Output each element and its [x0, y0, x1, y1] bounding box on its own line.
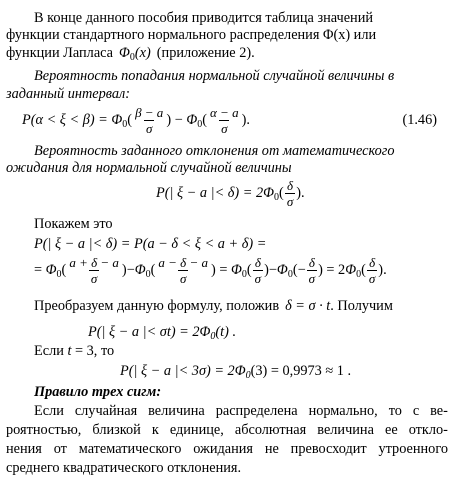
laplace-subscript: 0: [129, 52, 135, 63]
interval-frac-1-num: β − a: [135, 105, 164, 121]
deviation-heading-1: Вероятность заданного отклонения от математического: [34, 143, 395, 159]
derivation-frac-2: [156, 256, 210, 285]
derivation-frac-1: [67, 256, 121, 285]
derivation-phi-5: Φ: [345, 262, 357, 278]
formula-t-phi: Φ: [199, 324, 211, 340]
intro-line-3-tail: (приложение 2).: [156, 45, 255, 61]
rule-title: Правило трех сигм:: [34, 384, 162, 400]
interval-frac-1: [133, 106, 165, 135]
derivation-minus-1: −: [126, 262, 135, 278]
if-t3-rest: = 3, то: [75, 343, 115, 359]
interval-frac-1-den: σ: [145, 121, 153, 137]
rule-word: абсолютная: [234, 422, 307, 438]
derivation-minus-2: −: [268, 262, 277, 278]
derivation-frac-5-num: δ: [369, 255, 376, 271]
derivation-frac-2-den: σ: [179, 271, 187, 287]
transform-line: [34, 298, 393, 314]
rule-word: математического: [78, 441, 182, 457]
interval-phi-2: Φ: [186, 112, 198, 128]
derivation-frac-5-den: σ: [368, 271, 376, 287]
derivation-line-1: P(| ξ − a |< δ) = P(a − δ < ξ < a + δ) =: [34, 236, 267, 252]
derivation-sub-4: 0: [287, 269, 293, 280]
intro-line-1: В конце данного пособия приводится таблица значений: [34, 10, 374, 26]
derivation-neg: −: [297, 262, 306, 278]
derivation-frac-4-num: δ: [308, 255, 315, 271]
equation-number: (1.46): [402, 112, 437, 128]
deviation-frac: [285, 179, 295, 208]
interval-formula: $P(\alpha < \xi < \beta) = \Phi_0$( $\frac{\beta - a}{\sigma}$ ) − $\Phi_0$( $\frac{\alpha - a}{\sigma}$ ).: [22, 105, 250, 137]
deviation-formula: P(| ξ − a |< $\delta) = 2\Phi_0$( $\frac{\delta}{\sigma}$ ).: [156, 178, 305, 210]
derivation-sub-5: 0: [356, 269, 362, 280]
derivation-eq-3: = 2: [326, 262, 346, 278]
rule-line-4: среднего квадратического отклонения.: [6, 460, 242, 476]
derivation-phi-2: Φ: [134, 262, 146, 278]
laplace-arg: (x): [134, 45, 151, 61]
formula-t-lhs: P(| ξ − a |< σt) = 2: [88, 324, 200, 340]
derivation-phi-4: Φ: [276, 262, 288, 278]
rule-word: единице,: [169, 422, 224, 438]
interval-end: .: [246, 112, 250, 128]
interval-frac-2: [208, 106, 241, 135]
rule-word: Если: [34, 403, 64, 419]
transform-text: Преобразуем данную формулу, положив: [34, 298, 280, 314]
rule-line-1: [34, 403, 448, 419]
interval-sub-2: 0: [197, 119, 203, 130]
deviation-heading-2: ожидания для нормальной случайной величины: [6, 160, 292, 176]
interval-frac-2-den: σ: [221, 121, 228, 137]
interval-phi-1: Φ: [111, 112, 123, 128]
rule-word: величина: [148, 403, 205, 419]
if-t3-line: [34, 343, 114, 359]
derivation-frac-4-den: σ: [308, 271, 316, 287]
derivation-frac-2-num: a − δ − a: [158, 255, 208, 271]
rule-word: откло-: [408, 422, 448, 438]
rule-word: ожидания: [193, 441, 254, 457]
derivation-line-2: = $\Phi_0$( $\frac{a + \delta - a}{\sigma}$ )$-\Phi_0$( $\frac{a - \delta - a}{\sigma}$ ) = $\Phi_0$( $\frac{\delta}{\sigma}$ )$-\Phi_0(-$ $\frac{\delta}{\sigma}$ ) = $2\Phi_0$( $\frac{\delta}{\sigma}$ ).: [34, 255, 387, 287]
rule-word: утроенного: [378, 441, 448, 457]
interval-lhs: P(α < ξ < β) =: [22, 112, 108, 128]
transform-formula: δ = σ · t: [285, 298, 331, 314]
formula-3sigma-rest: (3) = 0,9973 ≈ 1 .: [250, 363, 352, 379]
derivation-phi-1: Φ: [45, 262, 57, 278]
deviation-phi: Φ: [263, 185, 275, 201]
derivation-frac-1-den: σ: [90, 271, 98, 287]
derivation-end: .: [383, 262, 387, 278]
interval-frac-2-num: α − a: [209, 105, 239, 121]
deviation-frac-den: σ: [286, 194, 294, 210]
laplace-phi: Φ: [119, 45, 130, 61]
rule-word: к: [151, 422, 159, 438]
rule-word: превосходит: [290, 441, 367, 457]
transform-tail: . Получим: [330, 298, 393, 314]
rule-word: близкой: [92, 422, 141, 438]
derivation-sub-2: 0: [145, 269, 151, 280]
rule-line-2: [6, 422, 448, 438]
formula-3sigma-lhs: P(| ξ − a |< 3σ) = 2: [120, 363, 235, 379]
rule-word: роятностью,: [6, 422, 82, 438]
intro-line-2: функции стандартного нормального распределения Φ(x) или: [6, 27, 377, 43]
rule-word: с: [412, 403, 420, 419]
rule-word: нения: [6, 441, 42, 457]
intro-line-3-text: функции Лапласа: [6, 45, 114, 61]
derivation-frac-1-num: a + δ − a: [69, 255, 119, 271]
formula-3sigma: [120, 363, 351, 384]
rule-word: величина: [317, 422, 374, 438]
deviation-end: .: [301, 185, 305, 201]
formula-t: [88, 324, 236, 345]
if-t3-var: t: [67, 343, 72, 359]
rule-word: от: [53, 441, 67, 457]
derivation-frac-3-num: δ: [254, 255, 261, 271]
formula-t-sub: 0: [210, 331, 216, 342]
formula-t-arg: (t) .: [215, 324, 237, 340]
interval-heading-1: Вероятность попадания нормальной случайной величины в: [34, 68, 395, 84]
derivation-eq-2: =: [219, 262, 228, 278]
show-line: Покажем это: [34, 216, 113, 232]
derivation-eq: =: [34, 262, 43, 278]
rule-word: не: [264, 441, 279, 457]
deviation-frac-num: δ: [287, 178, 294, 194]
derivation-phi-3: Φ: [231, 262, 242, 278]
interval-heading-2: заданный интервал:: [6, 86, 131, 102]
intro-line-3: [6, 45, 255, 66]
derivation-sub-1: 0: [56, 269, 62, 280]
rule-word: ее: [384, 422, 398, 438]
rule-word: нормально,: [308, 403, 378, 419]
rule-line-3: [6, 441, 448, 457]
interval-minus: −: [174, 112, 183, 128]
derivation-sub-3: 0: [241, 269, 247, 280]
deviation-sub: 0: [274, 192, 280, 203]
derivation-frac-5: [367, 256, 377, 285]
formula-3sigma-sub: 0: [245, 370, 251, 381]
formula-3sigma-phi: Φ: [234, 363, 246, 379]
deviation-lhs: P(| ξ − a |< δ) = 2: [156, 185, 264, 201]
derivation-frac-3: [253, 256, 263, 285]
rule-word: ве-: [430, 403, 448, 419]
rule-word: то: [388, 403, 402, 419]
rule-word: распределена: [215, 403, 298, 419]
rule-word: случайная: [74, 403, 138, 419]
interval-sub-1: 0: [122, 119, 128, 130]
if-t3-text: Если: [34, 343, 64, 359]
derivation-frac-4: [307, 256, 317, 285]
derivation-frac-3-den: σ: [254, 271, 262, 287]
